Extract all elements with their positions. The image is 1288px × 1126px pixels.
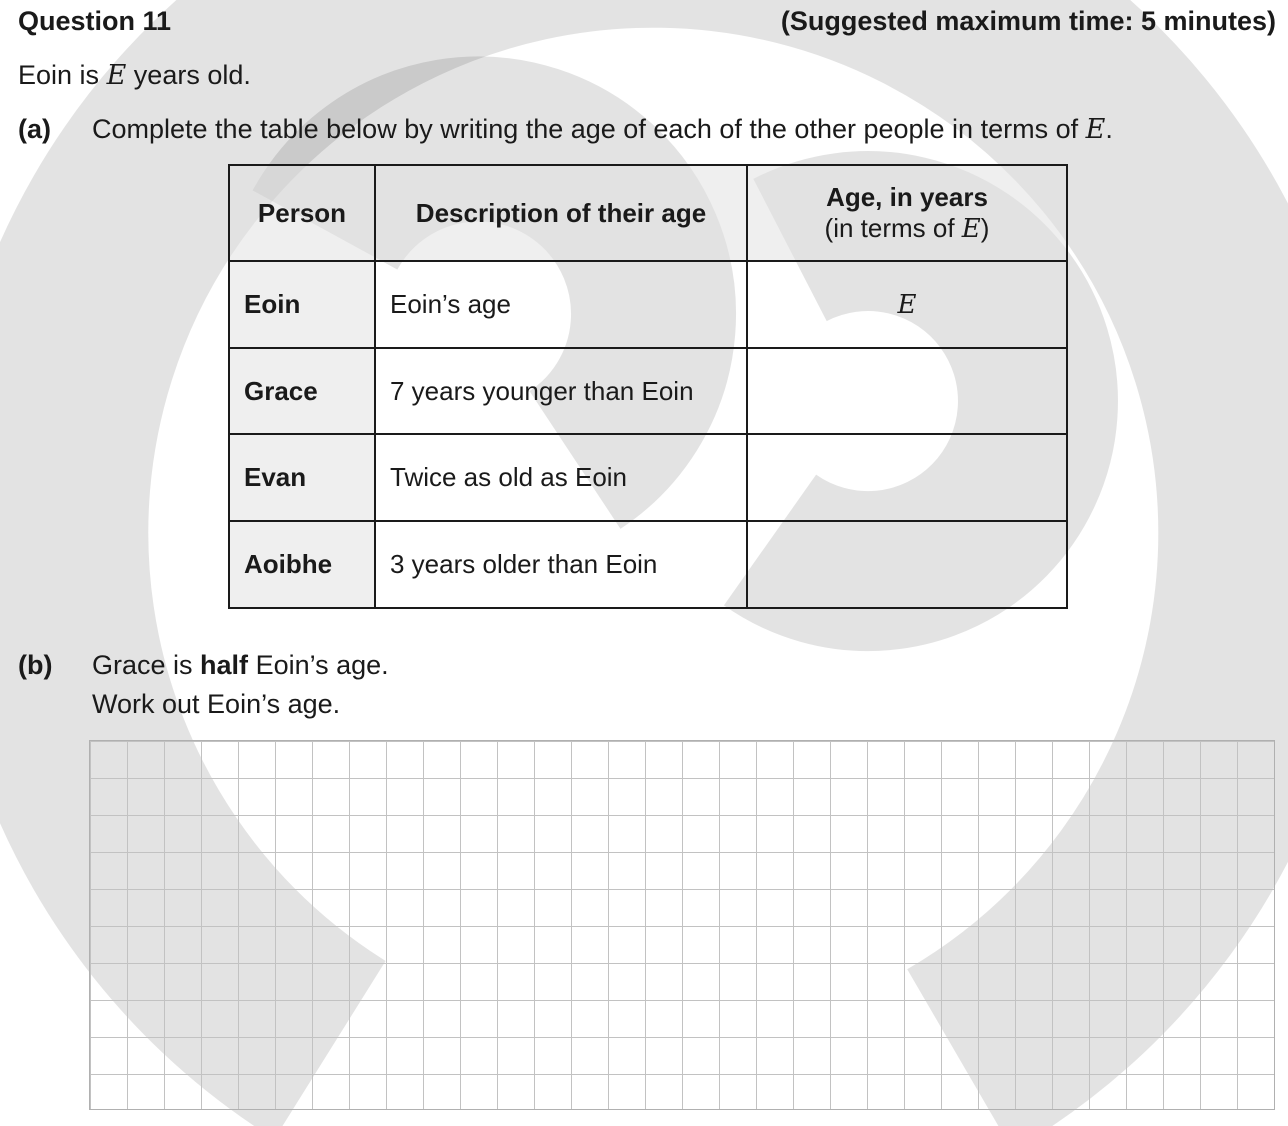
part-b-line1: Grace is half Eoin’s age. [92, 650, 389, 680]
age-answer-blank[interactable] [747, 434, 1067, 521]
table-row [229, 261, 1067, 348]
question-title: Question 11 [18, 6, 172, 36]
person-name: Grace [229, 348, 375, 434]
age-answer: E [747, 261, 1067, 348]
person-name: Aoibhe [229, 521, 375, 608]
part-a-label: (a) [18, 114, 51, 144]
part-a-instruction: Complete the table below by writing the age of each of the other people in terms of E. [92, 114, 1113, 145]
age-description: 3 years older than Eoin [375, 521, 747, 608]
age-answer-blank[interactable] [747, 348, 1067, 434]
header-age: Age, in years (in terms of E) [747, 165, 1067, 261]
variable-e: E [1085, 114, 1106, 145]
age-answer-blank[interactable] [747, 521, 1067, 608]
suggested-time: (Suggested maximum time: 5 minutes) [780, 6, 1276, 36]
age-description: Twice as old as Eoin [375, 434, 747, 521]
variable-e: E [106, 60, 127, 91]
header-person: Person [229, 165, 375, 261]
table-row [229, 434, 1067, 521]
person-name: Eoin [229, 261, 375, 348]
age-description: Eoin’s age [375, 261, 747, 348]
age-description: 7 years younger than Eoin [375, 348, 747, 434]
table-row [229, 348, 1067, 434]
person-name: Evan [229, 434, 375, 521]
header-description: Description of their age [375, 165, 747, 261]
part-b-label: (b) [18, 650, 53, 680]
table-header-row [229, 165, 1067, 261]
part-b-line2: Work out Eoin’s age. [92, 689, 341, 719]
answer-grid[interactable] [89, 740, 1275, 1110]
age-table [228, 164, 1068, 609]
intro-text: Eoin is E years old. [18, 60, 251, 91]
table-row [229, 521, 1067, 608]
